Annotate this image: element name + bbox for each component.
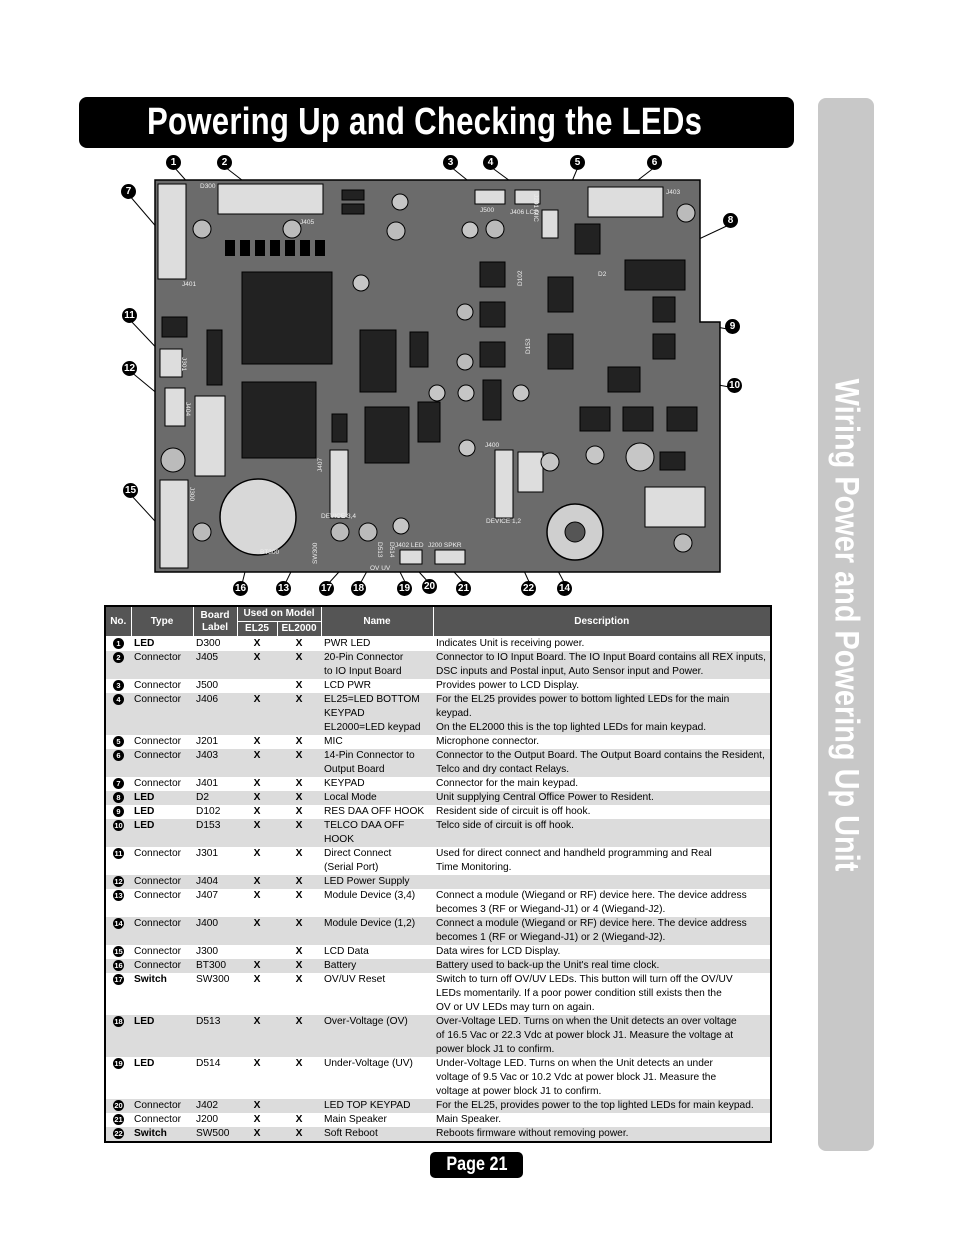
cell-label: J407 (196, 890, 219, 901)
header-type: Type (131, 606, 193, 637)
cell-type: LED (134, 1058, 155, 1069)
cell-no (105, 679, 131, 693)
cell-el25: X (253, 1114, 261, 1125)
cell-no (105, 959, 131, 973)
label-j407: J407 (317, 457, 324, 472)
cell-name: RES DAA OFF HOOK (324, 806, 425, 817)
cell-no (105, 945, 131, 959)
cell-name: OV/UV Reset (324, 974, 386, 985)
table-row (105, 1015, 771, 1057)
cell-el2000: X (277, 693, 321, 735)
cell-name: EL25=LED BOTTOM KEYPAD EL2000=LED keypad (321, 693, 433, 735)
row-number-badge: 15 (114, 947, 123, 956)
cell-label: J200 (196, 1114, 219, 1125)
buzzer-center (565, 522, 585, 542)
cell-type: Connector (134, 680, 182, 691)
cell-label: D513 (193, 1015, 237, 1057)
cell-label: J405 (193, 651, 237, 679)
row-number-badge: 1 (113, 638, 124, 649)
cell-el25: X (253, 1058, 261, 1069)
row-number-badge: 20 (114, 1101, 123, 1110)
cell-label: J406 (193, 693, 237, 735)
label-d513: D513 (376, 542, 383, 558)
cell-el25: X (237, 917, 277, 945)
cell-label: SW300 (196, 974, 230, 985)
table-body (105, 637, 771, 1143)
cell-desc: Battery used to back-up the Unit's real time clock. (433, 959, 771, 973)
cell-label: J400 (193, 917, 237, 945)
label-j401: J401 (182, 281, 197, 288)
cell-no (105, 889, 131, 917)
cell-type: Connector (131, 959, 193, 973)
cell-el25: X (237, 693, 277, 735)
cell-el25: X (253, 638, 261, 649)
cell-type: Connector (131, 917, 193, 945)
cell-no (105, 637, 131, 652)
cell-no (105, 819, 131, 847)
cell-el2000 (277, 1099, 321, 1113)
cell-no (105, 651, 131, 679)
cell-name: Direct Connect (Serial Port) (324, 848, 392, 873)
cell-desc: For the EL25 provides power to bottom lighted LEDs for the main keypad. On the EL2000 this is the top lighted LEDs for main keypad. (433, 693, 771, 735)
cell-el2000: X (277, 651, 321, 679)
row-number-badge: 6 (113, 750, 124, 761)
callout-3: 3 (443, 155, 458, 170)
cell-el2000: X (295, 736, 303, 747)
cell-el25: X (253, 974, 261, 985)
cell-desc: Over-Voltage LED. Turns on when the Unit detects an over voltage of 16.5 Vac or 22.3 Vdc at power block J1. Measure the voltage at power block J1 to confirm. (433, 1015, 771, 1057)
cell-el2000: X (295, 946, 303, 957)
cell-no (105, 1099, 131, 1113)
label-d153: D153 (525, 338, 532, 354)
table-row (105, 735, 771, 749)
label-j400: J400 (485, 442, 500, 449)
cell-desc: Main Speaker. (436, 1114, 502, 1125)
callout-12: 12 (122, 361, 137, 376)
cell-el2000: X (295, 1114, 303, 1125)
cell-el2000: X (277, 959, 321, 973)
row-number-badge: 22 (114, 1129, 123, 1138)
cell-label: D2 (193, 791, 237, 805)
cell-name: LCD Data (324, 946, 369, 957)
cell-label: J301 (196, 848, 219, 859)
label-j406: J406 LCD (510, 209, 539, 216)
cell-el2000: X (277, 1015, 321, 1057)
cell-desc: Resident side of circuit is off hook. (436, 806, 591, 817)
label-j403: J403 (666, 189, 681, 196)
callout-4: 4 (483, 155, 498, 170)
callout-6: 6 (647, 155, 662, 170)
callout-9: 9 (725, 319, 740, 334)
cell-el25: X (237, 1127, 277, 1142)
label-d514: D514 (388, 542, 395, 558)
callout-8: 8 (723, 213, 738, 228)
cell-name: MIC (324, 736, 343, 747)
callout-1: 1 (166, 155, 181, 170)
callout-20: 20 (422, 579, 437, 594)
label-d2: D2 (598, 271, 607, 278)
cell-type: Connector (134, 736, 182, 747)
row-number-badge: 21 (114, 1115, 123, 1124)
cell-el2000: X (277, 875, 321, 889)
label-j201: J201 MIC (532, 194, 539, 222)
row-number-badge: 12 (114, 877, 123, 886)
cell-type: LED (134, 806, 155, 817)
side-tab-label: Wiring Power and Powering Up Unit (827, 378, 866, 871)
row-number-badge: 4 (113, 694, 124, 705)
cell-label: BT300 (193, 959, 237, 973)
table-row (105, 847, 771, 875)
cell-el2000: X (277, 791, 321, 805)
component-table (104, 605, 772, 1143)
cell-desc: Connector to IO Input Board. The IO Input Board contains all REX inputs, DSC inputs and Postal input, Auto Sensor input and Power. (433, 651, 771, 679)
cell-name: KEYPAD (324, 778, 365, 789)
table-row (105, 679, 771, 693)
cell-desc: Provides power to LCD Display. (436, 680, 580, 691)
cell-type: Connector (131, 693, 193, 735)
cell-el25 (237, 945, 277, 959)
header-name: Name (321, 606, 433, 637)
cell-name: TELCO DAA OFF HOOK (321, 819, 433, 847)
cell-label: D300 (196, 638, 221, 649)
table-row (105, 651, 771, 679)
header-no: No. (105, 606, 131, 637)
cell-label: J201 (196, 736, 219, 747)
row-number-badge: 8 (113, 792, 124, 803)
cell-no (105, 1113, 131, 1127)
label-d300: D300 (200, 183, 216, 190)
header-el25: EL25 (237, 622, 277, 637)
page-title: Powering Up and Checking the LEDs (147, 101, 703, 143)
cell-name: Module Device (1,2) (321, 917, 433, 945)
cell-type: LED (134, 638, 155, 649)
cell-label: D153 (193, 819, 237, 847)
cell-desc: Connect a module (Wiegand or RF) device here. The device address becomes 3 (RF or Wiegand-J1) or 4 (Wiegand-J2). (436, 890, 747, 915)
label-bt300: BT300 (260, 549, 280, 556)
cell-name: Over-Voltage (OV) (321, 1015, 433, 1057)
cell-desc: Connector to the Output Board. The Output Board contains the Resident, Telco and dry contact Relays. (433, 749, 771, 777)
row-number-badge: 5 (113, 736, 124, 747)
cell-label: J403 (193, 749, 237, 777)
cell-desc: Reboots firmware without removing power. (433, 1127, 771, 1142)
cell-type: Connector (131, 875, 193, 889)
label-j500: J500 (480, 207, 495, 214)
row-number-badge: 14 (114, 919, 123, 928)
title-bar (79, 97, 794, 148)
callout-11: 11 (122, 308, 137, 323)
cell-el2000: X (277, 1127, 321, 1142)
cell-type: Connector (131, 749, 193, 777)
row-number-badge: 11 (114, 849, 123, 858)
cell-name: LED Power Supply (321, 875, 433, 889)
table-row (105, 1127, 771, 1142)
table-row (105, 917, 771, 945)
label-j200: J200 SPKR (428, 542, 462, 549)
row-number-badge: 3 (113, 680, 124, 691)
cell-el25: X (253, 890, 261, 901)
table-row (105, 777, 771, 791)
label-ovuv: OV UV (370, 565, 391, 572)
cell-label: SW500 (193, 1127, 237, 1142)
callout-18: 18 (351, 581, 366, 596)
cell-el2000: X (295, 974, 303, 985)
cell-name: Soft Reboot (321, 1127, 433, 1142)
cell-name: 14-Pin Connector to Output Board (321, 749, 433, 777)
table-row (105, 945, 771, 959)
row-number-badge: 18 (114, 1017, 123, 1026)
callout-22: 22 (521, 581, 536, 596)
cell-no (105, 791, 131, 805)
cell-type: LED (131, 791, 193, 805)
cell-desc: Data wires for LCD Display. (436, 946, 561, 957)
cell-type: Connector (134, 778, 182, 789)
header-description: Description (433, 606, 771, 637)
cell-el25: X (237, 1015, 277, 1057)
cell-name: PWR LED (324, 638, 371, 649)
row-number-badge: 7 (113, 778, 124, 789)
cell-el25: X (237, 651, 277, 679)
table-row (105, 1057, 771, 1099)
cell-type: Connector (134, 1114, 182, 1125)
table-row (105, 889, 771, 917)
page-number-label: Page 21 (445, 1154, 508, 1175)
cell-desc: Under-Voltage LED. Turns on when the Unit detects an under voltage of 9.5 Vac or 10.2 Vdc at power block J1. Measure the voltage at power block J1 to confirm. (436, 1058, 717, 1097)
cell-el25: X (253, 736, 261, 747)
cell-label: J404 (193, 875, 237, 889)
cell-desc: Unit supplying Central Office Power to Resident. (433, 791, 771, 805)
coin-battery (220, 479, 296, 555)
cell-desc: Telco side of circuit is off hook. (433, 819, 771, 847)
cell-no (105, 777, 131, 791)
cell-el2000: X (277, 917, 321, 945)
cell-desc: Microphone connector. (436, 736, 540, 747)
cell-el2000: X (295, 806, 303, 817)
cell-el25: X (237, 791, 277, 805)
cell-label: D102 (196, 806, 221, 817)
cell-el25: X (237, 875, 277, 889)
cell-no (105, 693, 131, 735)
cell-no (105, 917, 131, 945)
cell-desc (433, 875, 771, 889)
label-j405: J405 (300, 219, 315, 226)
cell-label: J500 (196, 680, 219, 691)
table-row (105, 693, 771, 735)
cell-desc: Connect a module (Wiegand or RF) device here. The device address becomes 1 (RF or Wiegand-J1) or 2 (Wiegand-J2). (433, 917, 771, 945)
cell-no (105, 749, 131, 777)
row-number-badge: 13 (114, 891, 123, 900)
cell-desc: Indicates Unit is receiving power. (436, 638, 585, 649)
cell-el25: X (237, 819, 277, 847)
cell-desc: Used for direct connect and handheld programming and Real Time Monitoring. (436, 848, 712, 873)
row-number-badge: 17 (114, 975, 123, 984)
cell-el25: X (253, 778, 261, 789)
table-header-row (105, 606, 771, 622)
side-tab (818, 98, 874, 1151)
cell-label: D514 (196, 1058, 221, 1069)
cell-no (105, 805, 131, 819)
table-row (105, 637, 771, 652)
board-diagram (110, 152, 750, 602)
cell-el2000: X (295, 680, 303, 691)
cell-el25: X (253, 848, 261, 859)
row-number-badge: 10 (114, 821, 123, 830)
header-el2000: EL2000 (277, 622, 321, 637)
callout-15: 15 (123, 483, 138, 498)
cell-label: J402 (193, 1099, 237, 1113)
table-row (105, 959, 771, 973)
cell-type: Connector (134, 890, 182, 901)
cell-el2000: X (295, 638, 303, 649)
cell-desc: Switch to turn off OV/UV LEDs. This button will turn off the OV/UV LEDs momentarily. If a poor power condition still exists then the OV or UV LEDs may turn on again. (436, 974, 733, 1013)
callout-14: 14 (557, 581, 572, 596)
cell-label: J401 (196, 778, 219, 789)
cell-el25: X (253, 806, 261, 817)
header-board-label: Board Label (193, 606, 237, 637)
label-j300: J300 (188, 487, 195, 502)
led-row (225, 240, 325, 256)
cell-name: LCD PWR (324, 680, 371, 691)
cell-name: Battery (321, 959, 433, 973)
label-j404: J404 (184, 402, 191, 417)
cell-type: Connector (131, 1099, 193, 1113)
cell-no (105, 847, 131, 875)
callout-17: 17 (319, 581, 334, 596)
table-row (105, 973, 771, 1015)
cell-desc: For the EL25, provides power to the top lighted LEDs for main keypad. (433, 1099, 771, 1113)
header-used-on: Used on Model (237, 606, 321, 622)
row-number-badge: 19 (114, 1059, 123, 1068)
callout-2: 2 (217, 155, 232, 170)
callout-19: 19 (397, 581, 412, 596)
cell-name: Module Device (3,4) (324, 890, 416, 901)
row-number-badge: 2 (113, 652, 124, 663)
table-row (105, 805, 771, 819)
cell-desc: Connector for the main keypad. (436, 778, 579, 789)
cell-name: 20-Pin Connector to IO Input Board (321, 651, 433, 679)
cell-no (105, 1127, 131, 1142)
table-row (105, 791, 771, 805)
cell-el2000: X (295, 890, 303, 901)
cell-no (105, 973, 131, 1015)
row-number-badge: 9 (113, 806, 124, 817)
cell-el25: X (237, 1099, 277, 1113)
cell-el2000: X (295, 1058, 303, 1069)
label-d102: D102 (517, 270, 524, 286)
cell-type: Switch (134, 974, 167, 985)
label-j402: J402 LED (395, 542, 424, 549)
label-j301: J301 (180, 357, 187, 372)
callout-13: 13 (276, 581, 291, 596)
label-dev34: DEVICE 3,4 (321, 513, 357, 520)
cell-type: Connector (131, 651, 193, 679)
cell-el2000: X (277, 819, 321, 847)
table-row (105, 1113, 771, 1127)
cell-el2000: X (295, 848, 303, 859)
cell-no (105, 875, 131, 889)
callout-16: 16 (233, 581, 248, 596)
cell-no (105, 1015, 131, 1057)
callout-21: 21 (456, 581, 471, 596)
callout-5: 5 (570, 155, 585, 170)
cell-name: Local Mode (321, 791, 433, 805)
cell-name: Main Speaker (324, 1114, 387, 1125)
label-dev12: DEVICE 1,2 (486, 518, 522, 525)
cell-label: J300 (196, 946, 219, 957)
callout-10: 10 (727, 378, 742, 393)
cell-name: LED TOP KEYPAD (321, 1099, 433, 1113)
cell-el25: X (237, 959, 277, 973)
cell-el2000: X (277, 749, 321, 777)
cell-type: LED (131, 819, 193, 847)
cell-el25 (237, 679, 277, 693)
cell-no (105, 735, 131, 749)
cell-el25: X (237, 749, 277, 777)
cell-type: Switch (131, 1127, 193, 1142)
table-row (105, 749, 771, 777)
cell-type: Connector (134, 946, 182, 957)
row-number-badge: 16 (114, 961, 123, 970)
cell-type: Connector (134, 848, 182, 859)
cell-type: LED (131, 1015, 193, 1057)
label-sw300: SW300 (312, 542, 319, 564)
table-row (105, 1099, 771, 1113)
page-number (430, 1152, 523, 1178)
table-row (105, 819, 771, 847)
cell-no (105, 1057, 131, 1099)
board-svg (110, 152, 750, 602)
callout-7: 7 (121, 184, 136, 199)
cell-name: Under-Voltage (UV) (324, 1058, 413, 1069)
table-row (105, 875, 771, 889)
cell-el2000: X (295, 778, 303, 789)
